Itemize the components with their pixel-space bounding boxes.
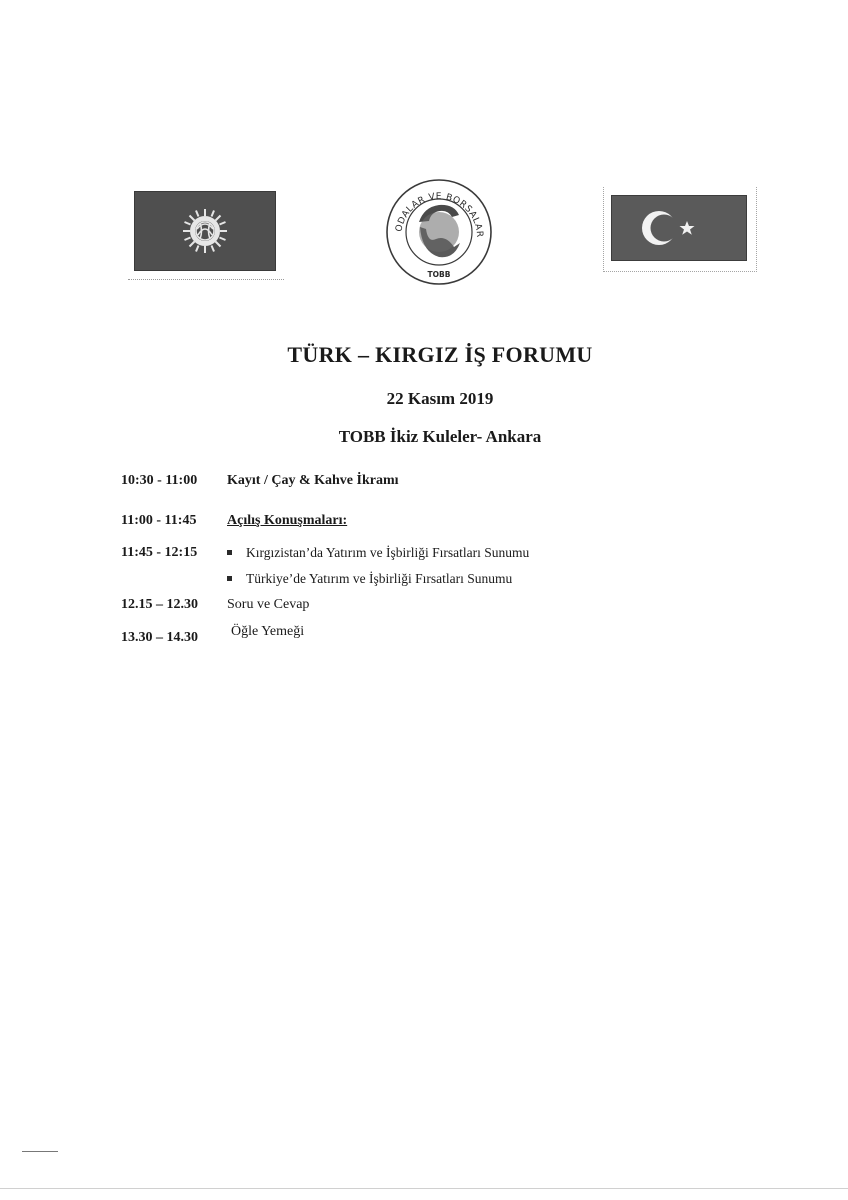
event-venue: TOBB İkiz Kuleler- Ankara — [338, 427, 542, 446]
bullet-text: Türkiye’de Yatırım ve İşbirliği Fırsatları Sunumu — [246, 571, 513, 586]
schedule-bullet-item — [227, 545, 529, 561]
schedule-time: 10:30 - 11:00 — [121, 473, 198, 488]
schedule-time: 12.15 – 12.30 — [121, 597, 198, 612]
crescent-star-icon — [611, 195, 747, 261]
scan-edge-line — [0, 1188, 848, 1189]
schedule-label: Kayıt / Çay & Kahve İkramı — [227, 473, 399, 488]
event-title: TÜRK – KIRGIZ İŞ FORUMU — [287, 342, 593, 367]
flag-scan-edge — [128, 279, 284, 281]
seal-abbreviation: TOBB — [427, 270, 451, 279]
schedule-time: 13.30 – 14.30 — [121, 630, 198, 645]
schedule-time: 11:00 - 11:45 — [121, 513, 197, 528]
scan-mark — [22, 1151, 58, 1152]
bullet-icon — [227, 576, 232, 581]
schedule-bullet-item — [227, 571, 512, 587]
tobb-seal — [384, 177, 494, 287]
event-date: 22 Kasım 2019 — [386, 389, 494, 408]
seal-arc-text: ODALAR VE BORSALAR — [394, 191, 485, 239]
tunduk-sun-icon — [181, 207, 229, 255]
kyrgyzstan-flag — [134, 191, 276, 271]
bullet-text: Kırgızistan’da Yatırım ve İşbirliği Fırsatları Sunumu — [246, 545, 530, 560]
bullet-icon — [227, 550, 232, 555]
schedule-label: Açılış Konuşmaları: — [227, 513, 348, 528]
turkey-flag — [611, 195, 747, 261]
schedule-time: 11:45 - 12:15 — [121, 545, 198, 560]
schedule-label: Soru ve Cevap — [227, 597, 310, 612]
schedule-label: Öğle Yemeği — [231, 624, 305, 639]
